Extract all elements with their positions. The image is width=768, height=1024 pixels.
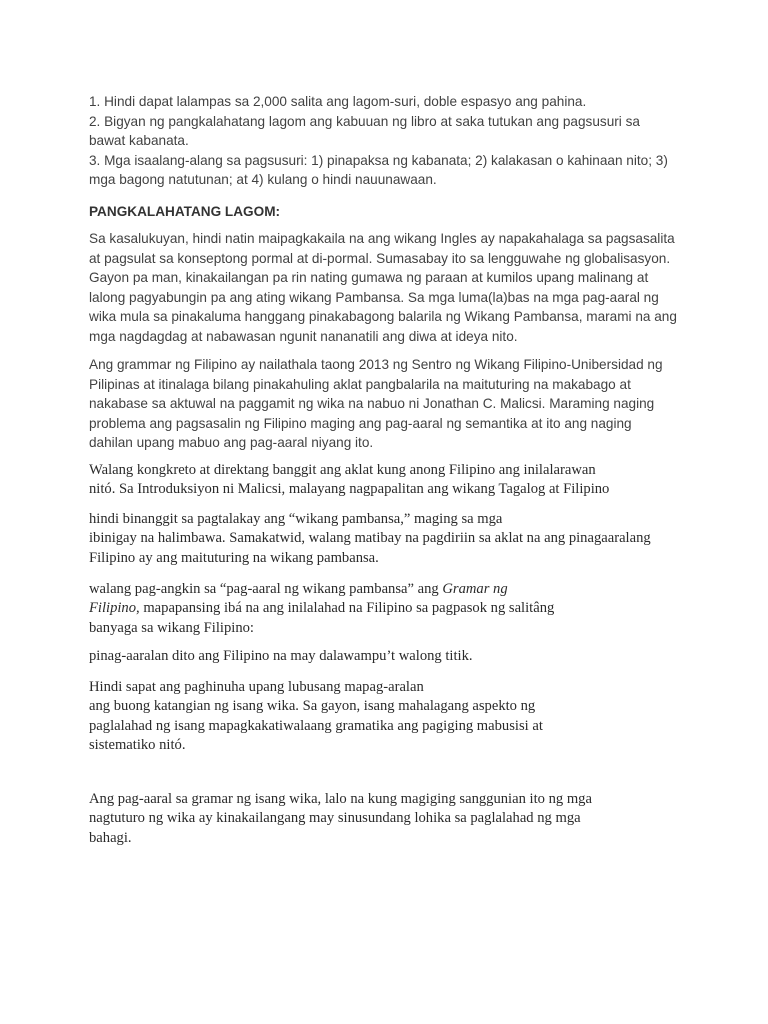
excerpt-line: paglalahad ng isang mapagkakatiwalaang gramatika ang pagiging mabusisi at <box>89 717 543 734</box>
quoted-excerpt-3 <box>89 580 554 638</box>
excerpt-line: Hindi sapat ang paghinuha upang lubusang mapag-aralan <box>89 679 424 695</box>
quoted-excerpt-1 <box>89 461 609 500</box>
excerpt-line: bahagi. <box>89 829 132 846</box>
section-heading: PANGKALAHATANG LAGOM: <box>89 204 281 219</box>
instruction-line: mga bagong natutunan; at 4) kulang o hindi nauunawaan. <box>89 172 437 188</box>
excerpt-text: , mapapansing ibá na ang inilalahad na Filipino sa pagpasok ng salitâng <box>136 600 555 617</box>
summary-paragraph-2 <box>89 355 663 453</box>
summary-paragraph-1 <box>89 229 677 347</box>
instruction-line: 1. Hindi dapat lalampas sa 2,000 salita ang lagom-suri, doble espasyo ang pahina. <box>89 94 587 109</box>
instruction-line: 2. Bigyan ng pangkalahatang lagom ang kabuuan ng libro at saka tutukan ang pagsusuri sa <box>89 113 640 129</box>
quoted-excerpt-5 <box>89 678 543 756</box>
paragraph-line: at pagsulat sa konseptong pormal at di-pormal. Sumasabay ito sa lengguwahe ng globalisasyon. <box>89 250 671 266</box>
paragraph-line: lalong pagyabungin pa ang ating wikang Pambansa. Sa mga luma(la)bas na mga pag-aaral ng <box>89 289 659 305</box>
paragraph-line: Pilipinas at itinalaga bilang pinakahuling aklat pangbalarila na maituturing na makabago at <box>89 376 631 392</box>
instruction-line: bawat kabanata. <box>89 133 189 149</box>
excerpt-line: nitó. Sa Introduksiyon ni Malicsi, malayang nagpapalitan ang wikang Tagalog at Filipino <box>89 481 610 498</box>
excerpt-text: walang pag-angkin sa “pag-aaral ng wikang pambansa” ang <box>89 581 443 597</box>
paragraph-line: Sa kasalukuyan, hindi natin maipagkakaila na ang wikang Ingles ay napakahalaga sa pagsasalita <box>89 231 675 246</box>
excerpt-line: Walang kongkreto at direktang banggit ang aklat kung anong Filipino ang inilalarawan <box>89 462 596 478</box>
excerpt-line <box>89 580 554 599</box>
paragraph-line: mga nagdagdag at nabawasan ngunit nananatili ang diwa at ideya nito. <box>89 328 518 344</box>
paragraph-line: Ang grammar ng Filipino ay nailathala taong 2013 ng Sentro ng Wikang Filipino-Unibersidad ng <box>89 357 663 372</box>
excerpt-line: ibinigay na halimbawa. Samakatwid, walang matibay na pagdiriin sa aklat na ang pinagaaralang <box>89 530 651 547</box>
quoted-excerpt-6 <box>89 790 592 848</box>
paragraph-line: problema ang pagsasalin ng Filipino maging ang pag-aaral ng semantika at ito ang naging <box>89 415 632 431</box>
excerpt-line: Filipino ay ang maituturing na wikang pambansa. <box>89 549 379 566</box>
paragraph-line: nakabase sa aktuwal na paggamit ng wika na nabuo ni Jonathan C. Malicsi. Maraming naging <box>89 396 655 412</box>
instruction-line: 3. Mga isaalang-alang sa pagsusuri: 1) pinapaksa ng kabanata; 2) kalakasan o kahinaan nito; 3) <box>89 152 668 168</box>
book-title-italic: Gramar ng <box>442 581 508 597</box>
quoted-excerpt-2 <box>89 510 651 568</box>
excerpt-line: banyaga sa wikang Filipino: <box>89 619 254 636</box>
paragraph-line: wika mula sa pinakaluma hanggang pinakabagong balarila ng Wikang Pambansa, marami na ang <box>89 309 677 325</box>
excerpt-line: ang buong katangian ng isang wika. Sa gayon, isang mahalagang aspekto ng <box>89 698 536 715</box>
quoted-excerpt-4 <box>89 647 473 666</box>
excerpt-line: pinag-aaralan dito ang Filipino na may dalawampu’t walong titik. <box>89 648 473 664</box>
excerpt-line: hindi binanggit sa pagtalakay ang “wikang pambansa,” maging sa mga <box>89 511 503 527</box>
paragraph-line: dahilan upang mabuo ang pag-aaral niyang ito. <box>89 435 374 451</box>
excerpt-line: sistematiko nitó. <box>89 737 186 754</box>
excerpt-line: nagtuturo ng wika ay kinakailangang may sinusundang lohika sa paglalahad ng mga <box>89 810 581 827</box>
excerpt-line: Ang pag-aaral sa gramar ng isang wika, lalo na kung magiging sanggunian ito ng mga <box>89 791 592 807</box>
book-title-italic: Filipino <box>89 600 137 617</box>
instructions-list <box>89 92 668 190</box>
paragraph-line: Gayon pa man, kinakailangan pa rin nating gumawa ng paraan at kumilos upang malinang at <box>89 270 649 286</box>
excerpt-line <box>89 599 554 618</box>
